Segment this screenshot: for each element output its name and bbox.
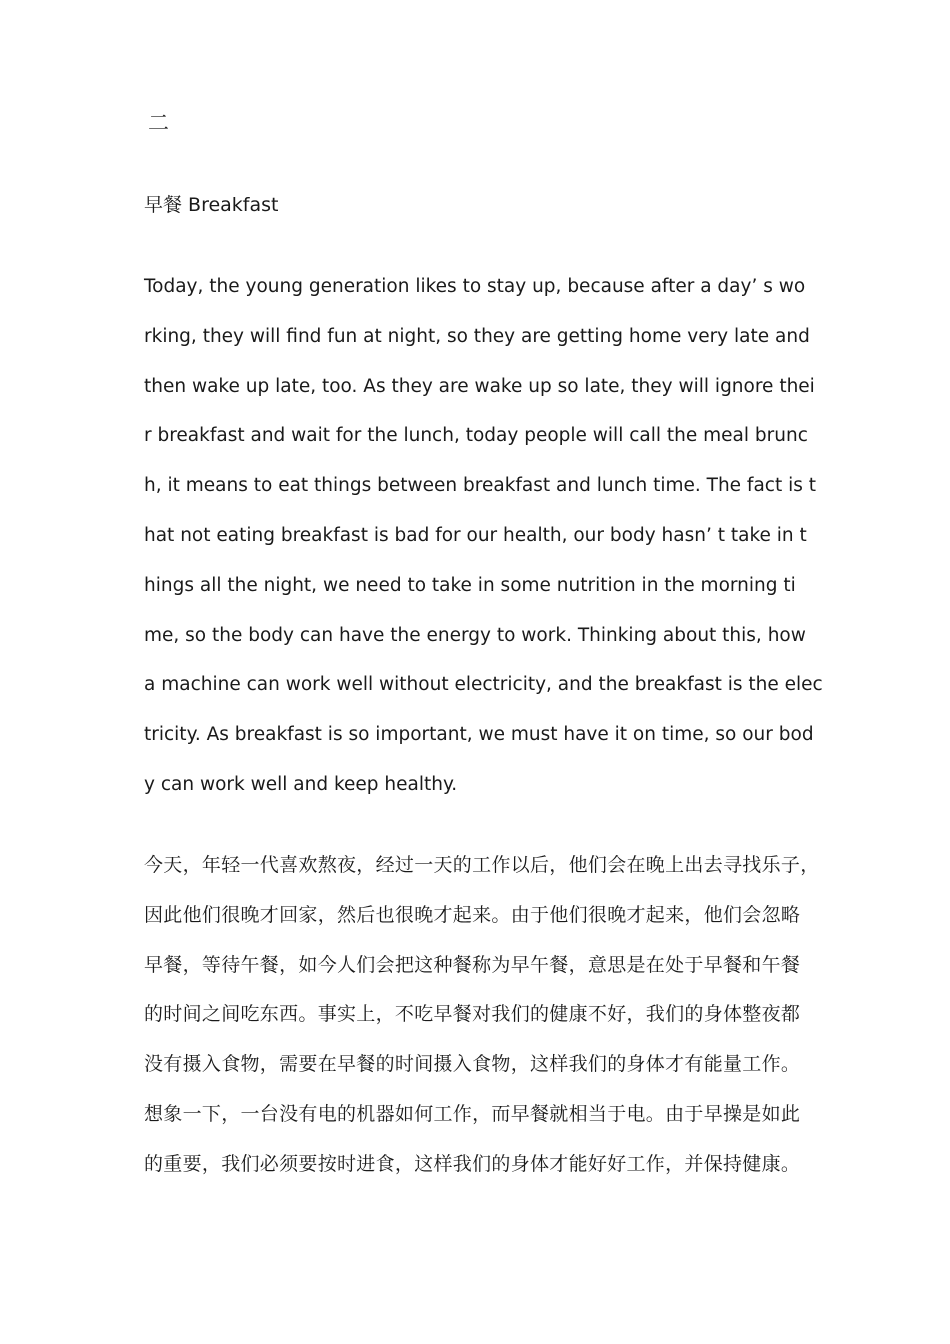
chinese-line: 早餐，等待午餐，如今人们会把这种餐称为早午餐，意思是在处于早餐和午餐 xyxy=(144,953,801,976)
english-line: rking, they will find fun at night, so they are getting home very late and xyxy=(144,325,810,347)
chinese-line: 的重要，我们必须要按时进食，这样我们的身体才能好好工作，并保持健康。 xyxy=(144,1152,801,1175)
english-paragraph xyxy=(144,262,824,810)
section-title: 早餐 Breakfast xyxy=(144,194,279,216)
chinese-paragraph xyxy=(144,841,824,1190)
chinese-line: 今天，年轻一代喜欢熬夜，经过一天的工作以后，他们会在晚上出去寻找乐子， xyxy=(144,854,820,876)
chinese-line: 没有摄入食物，需要在早餐的时间摄入食物，这样我们的身体才有能量工作。 xyxy=(144,1053,801,1076)
heading-number: 二 xyxy=(148,111,169,135)
chinese-line: 的时间之间吃东西。事实上，不吃早餐对我们的健康不好，我们的身体整夜都 xyxy=(144,1003,801,1026)
english-line: then wake up late, too. As they are wake up so late, they will ignore thei xyxy=(144,375,815,397)
english-line: h, it means to eat things between breakfast and lunch time. The fact is t xyxy=(144,475,816,497)
english-line: Today, the young generation likes to stay up, because after a day’ s wo xyxy=(144,276,806,297)
english-line: me, so the body can have the energy to work. Thinking about this, how xyxy=(144,624,806,646)
english-line: hings all the night, we need to take in some nutrition in the morning ti xyxy=(144,574,796,596)
chinese-line: 想象一下，一台没有电的机器如何工作，而早餐就相当于电。由于早操是如此 xyxy=(144,1102,801,1125)
chinese-line: 因此他们很晚才回家，然后也很晚才起来。由于他们很晚才起来，他们会忽略 xyxy=(144,903,801,926)
english-line: tricity. As breakfast is so important, we must have it on time, so our bod xyxy=(144,724,814,746)
english-line: hat not eating breakfast is bad for our health, our body hasn’ t take in t xyxy=(144,524,807,546)
english-line: y can work well and keep healthy. xyxy=(144,773,458,795)
english-line: r breakfast and wait for the lunch, today people will call the meal brunc xyxy=(144,425,808,447)
english-line: a machine can work well without electricity, and the breakfast is the elec xyxy=(144,674,823,696)
